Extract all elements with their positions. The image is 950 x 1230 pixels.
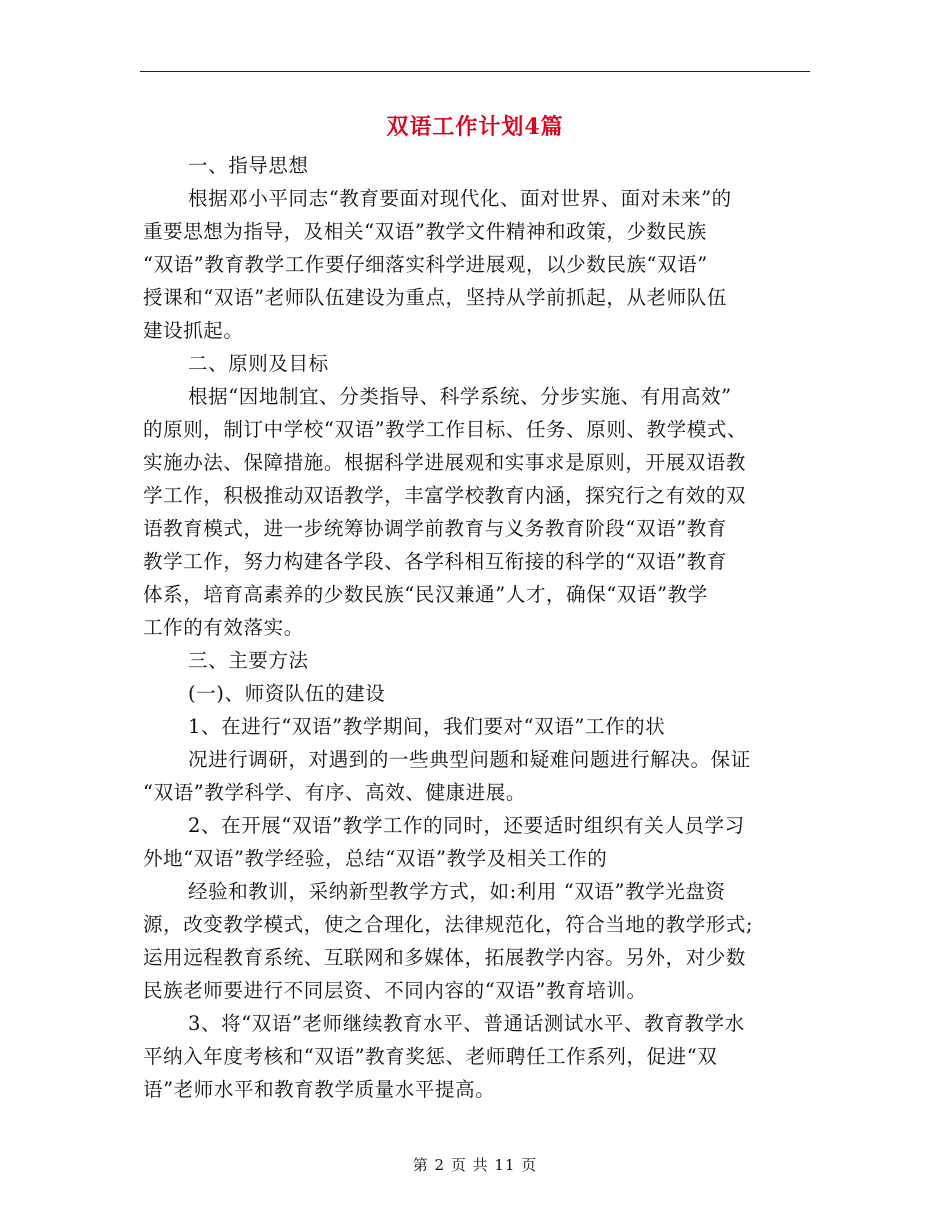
page-number-footer: 第 2 页 共 11 页 — [412, 1156, 538, 1174]
subheading-teacher-team: (一)、师资队伍的建设 — [188, 682, 386, 705]
paragraph-line: 源，改变教学模式，使之合理化，法律规范化，符合当地的教学形式; — [143, 913, 754, 936]
paragraph-line: 语教育模式，进一步统筹协调学前教育与义务教育阶段“双语”教育 — [143, 517, 727, 540]
paragraph-line: 1、在进行“双语”教学期间，我们要对“双语”工作的状 — [188, 715, 666, 738]
paragraph-line: 经验和教训，采纳新型教学方式，如:利用 “双语”教学光盘资 — [188, 880, 726, 903]
paragraph-line: 根据邓小平同志“教育要面对现代化、面对世界、面对未来”的 — [188, 187, 732, 210]
header-rule — [140, 71, 810, 72]
paragraph-line: 授课和“双语”老师队伍建设为重点，坚持从学前抓起，从老师队伍 — [143, 286, 727, 309]
heading-main-methods: 三、主要方法 — [188, 649, 309, 672]
paragraph-line: 实施办法、保障措施。根据科学进展观和实事求是原则，开展双语教 — [143, 451, 747, 474]
paragraph-line: “双语”教育教学工作要仔细落实科学进展观，以少数民族“双语” — [143, 253, 708, 276]
paragraph-line: 语”老师水平和教育教学质量水平提高。 — [143, 1078, 496, 1101]
paragraph-line: 民族老师要进行不同层资、不同内容的“双语”教育培训。 — [143, 979, 647, 1002]
heading-guiding-ideology: 一、指导思想 — [188, 154, 309, 177]
paragraph-line: “双语”教学科学、有序、高效、健康进展。 — [143, 781, 526, 804]
paragraph-line: 根据“因地制宜、分类指导、科学系统、分步实施、有用高效” — [188, 385, 732, 408]
paragraph-line: 3、将“双语”老师继续教育水平、普通话测试水平、教育教学水 — [188, 1012, 745, 1035]
paragraph-line: 况进行调研，对遇到的一些典型问题和疑难问题进行解决。保证 — [188, 748, 751, 771]
heading-principles-goals: 二、原则及目标 — [188, 352, 329, 375]
paragraph-line: 体系，培育高素养的少数民族“民汉兼通”人才，确保“双语”教学 — [143, 583, 708, 606]
paragraph-line: 外地“双语”教学经验，总结“双语”教学及相关工作的 — [143, 847, 608, 870]
paragraph-line: 教学工作，努力构建各学段、各学科相互衔接的科学的“双语”教育 — [143, 550, 727, 573]
paragraph-line: 学工作，积极推动双语教学，丰富学校教育内涵，探究行之有效的双 — [143, 484, 747, 507]
document-title: 双语工作计划4篇 — [386, 114, 564, 140]
paragraph-line: 平纳入年度考核和“双语”教育奖惩、老师聘任工作系列，促进“双 — [143, 1045, 718, 1068]
paragraph-line: 的原则，制订中学校“双语”教学工作目标、任务、原则、教学模式、 — [143, 418, 748, 441]
paragraph-line: 2、在开展“双语”教学工作的同时，还要适时组织有关人员学习 — [188, 814, 745, 837]
paragraph-line: 重要思想为指导，及相关“双语”教学文件精神和政策，少数民族 — [143, 220, 707, 243]
paragraph-line: 工作的有效落实。 — [143, 616, 304, 639]
paragraph-line: 运用远程教育系统、互联网和多媒体，拓展教学内容。另外，对少数 — [143, 946, 747, 969]
paragraph-line: 建设抓起。 — [143, 319, 244, 342]
